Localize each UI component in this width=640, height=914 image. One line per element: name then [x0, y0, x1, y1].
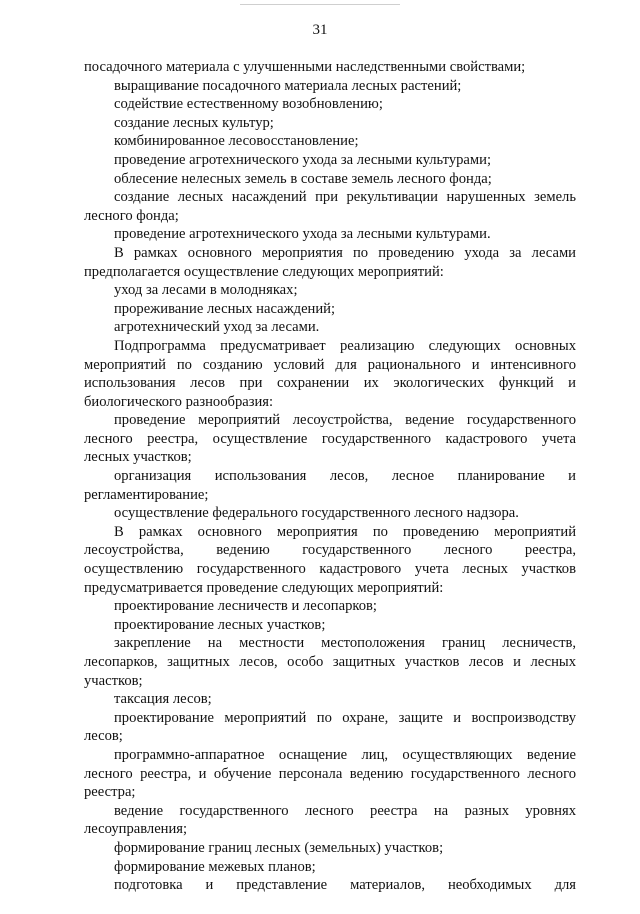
text-line: биологического разнообразия:: [84, 393, 274, 410]
text-line: предполагается осуществление следующих мероприятий:: [84, 263, 444, 280]
text-line: программно-аппаратное оснащение лиц, осуществляющих ведение: [114, 746, 576, 763]
top-edge-line: [240, 4, 400, 5]
text-line: прореживание лесных насаждений;: [114, 300, 336, 317]
text-line: подготовка и представление материалов, необходимых для: [114, 877, 576, 894]
text-line: лесного реестра, осуществление государственного кадастрового учета: [84, 430, 576, 447]
text-line: В рамках основного мероприятия по проведению мероприятий: [114, 523, 576, 540]
text-line: лесоустройства, ведению государственного лесного реестра,: [84, 542, 576, 559]
text-line: проведение мероприятий лесоустройства, ведение государственного: [114, 412, 576, 429]
text-line: реестра;: [84, 784, 136, 801]
text-line: создание лесных насаждений при рекультивации нарушенных земель: [114, 189, 576, 206]
text-line: таксация лесов;: [114, 691, 212, 708]
text-line: формирование границ лесных (земельных) участков;: [114, 839, 444, 856]
text-line: формирование межевых планов;: [114, 858, 316, 875]
text-line: создание лесных культур;: [114, 114, 274, 131]
text-line: осуществление федерального государственного лесного надзора.: [114, 505, 519, 522]
text-line: комбинированное лесовосстановление;: [114, 133, 359, 150]
text-line: проведение агротехнического ухода за лесными культурами.: [114, 226, 491, 243]
text-line: предусматривается проведение следующих мероприятий:: [84, 579, 444, 596]
text-line: закрепление на местности местоположения границ лесничеств,: [114, 635, 576, 652]
text-line: лесного реестра, и обучение персонала ведению государственного лесного: [84, 765, 576, 782]
text-line: проектирование мероприятий по охране, защите и воспроизводству: [114, 709, 576, 726]
text-line: посадочного материала с улучшенными наследственными свойствами;: [84, 59, 526, 75]
text-line: проведение агротехнического ухода за лесными культурами;: [114, 151, 491, 168]
text-line: проектирование лесных участков;: [114, 616, 326, 633]
text-line: проектирование лесничеств и лесопарков;: [114, 598, 377, 615]
text-line: содействие естественному возобновлению;: [114, 96, 383, 113]
text-line: лесных участков;: [84, 449, 192, 466]
text-line: лесопарков, защитных лесов, особо защитных участков лесов и лесных: [84, 654, 576, 670]
text-line: осуществлению государственного кадастрового учета лесных участков: [84, 561, 576, 578]
text-line: выращивание посадочного материала лесных растений;: [114, 77, 462, 94]
text-line: организация использования лесов, лесное планирование и: [114, 468, 576, 485]
text-line: В рамках основного мероприятия по проведению ухода за лесами: [114, 244, 576, 261]
text-line: Подпрограмма предусматривает реализацию следующих основных: [114, 337, 576, 354]
text-line: использования лесов при сохранении их экологических функций и: [84, 375, 576, 392]
text-line: регламентирование;: [84, 486, 209, 503]
text-line: участков;: [84, 672, 143, 689]
text-line: лесного фонда;: [84, 207, 179, 224]
document-body: [84, 58, 576, 895]
text-line: мероприятий по созданию условий для рационального и интенсивного: [84, 356, 576, 373]
text-line: уход за лесами в молодняках;: [114, 282, 298, 299]
text-line: ведение государственного лесного реестра на разных уровнях: [114, 802, 576, 819]
text-line: лесов;: [84, 728, 123, 745]
text-line: облесение нелесных земель в составе земель лесного фонда;: [114, 170, 492, 187]
text-line: лесоуправления;: [84, 821, 188, 838]
page-number: 31: [312, 22, 328, 38]
text-line: агротехнический уход за лесами.: [114, 319, 320, 336]
